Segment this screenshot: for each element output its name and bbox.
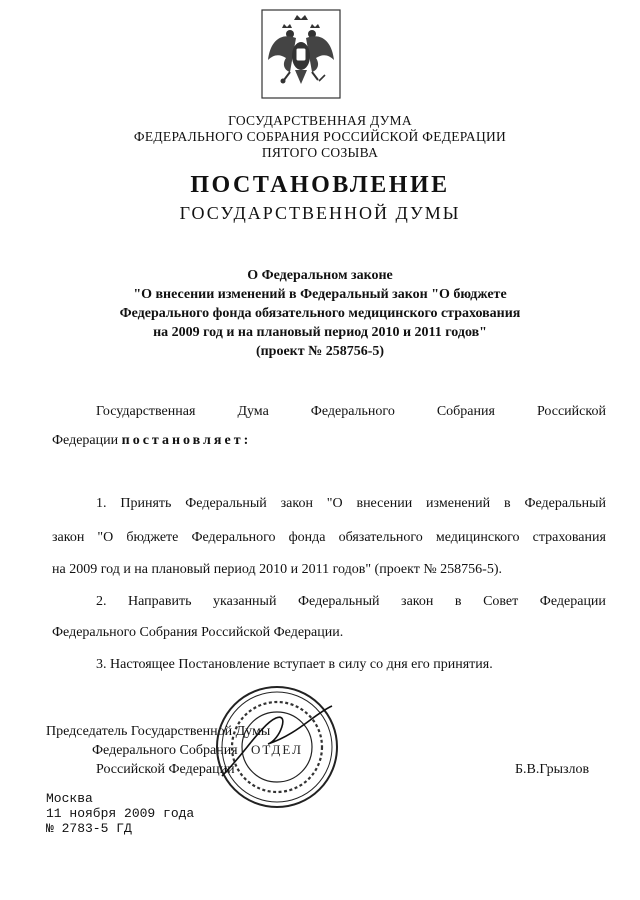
double-headed-eagle-icon — [260, 8, 342, 100]
word: в — [503, 496, 511, 511]
document-subtitle: ГОСУДАРСТВЕННОЙ ДУМЫ — [179, 203, 461, 223]
word: 2. — [96, 594, 107, 609]
word: медицинского — [435, 530, 520, 545]
word: Принять — [120, 496, 172, 511]
round-seal-icon — [214, 684, 340, 810]
subject-line1: О Федеральном законе — [247, 268, 393, 283]
intro-line1 — [96, 404, 606, 420]
resolves-word: постановляет: — [121, 433, 252, 448]
word: Федеральный — [297, 594, 380, 609]
org-name-line2: ФЕДЕРАЛЬНОГО СОБРАНИЯ РОССИЙСКОЙ ФЕДЕРАЦИИ — [133, 129, 507, 144]
word: Федерации — [539, 594, 606, 609]
word: страхования — [532, 530, 606, 545]
footer-date: 11 ноября 2009 года — [46, 806, 195, 821]
document-title: ПОСТАНОВЛЕНИЕ — [190, 172, 450, 198]
word: Федеральный — [524, 496, 606, 511]
word: изменений — [426, 496, 491, 511]
org-name-line1: ГОСУДАРСТВЕННАЯ ДУМА — [228, 113, 412, 128]
signatory-title-line1: Председатель Государственной Думы — [46, 724, 271, 739]
subject-line3: Федерального фонда обязательного медицинского страхования — [119, 306, 521, 321]
intro-line2 — [52, 433, 251, 449]
word: закон — [280, 496, 313, 511]
word: закон — [52, 530, 85, 545]
word: Собрания — [436, 404, 495, 419]
item1-line2 — [52, 530, 606, 546]
item1-line3: на 2009 год и на плановый период 2010 и 2011 годов" (проект № 258756-5). — [52, 562, 502, 577]
signatory-name: Б.В.Грызлов — [515, 762, 590, 777]
org-convocation: ПЯТОГО СОЗЫВА — [261, 145, 379, 160]
item2-line2: Федерального Собрания Российской Федерации. — [52, 625, 344, 640]
signatory-title-line2: Федерального Собрания — [92, 743, 238, 758]
word: Государственная — [96, 404, 196, 419]
word: 1. — [96, 496, 107, 511]
word: внесении — [356, 496, 413, 511]
word: Российской — [536, 404, 606, 419]
word: Дума — [237, 404, 269, 419]
word: "О — [97, 530, 114, 545]
footer-city: Москва — [46, 791, 93, 806]
item3: 3. Настоящее Постановление вступает в силу со дня его принятия. — [96, 657, 493, 672]
stamp-center-text: ОТДЕЛ — [251, 742, 303, 757]
footer-number: № 2783-5 ГД — [46, 821, 132, 836]
signatory-title-line3: Российской Федерации — [96, 762, 235, 777]
word: Совет — [483, 594, 519, 609]
word: "О — [326, 496, 343, 511]
intro-prefix: Федерации — [52, 433, 122, 448]
word: Федерального — [191, 530, 276, 545]
subject-line4: на 2009 год и на плановый период 2010 и 2011 годов" — [153, 325, 487, 340]
word: фонда — [288, 530, 326, 545]
item2-line1 — [96, 594, 606, 610]
word: в — [454, 594, 462, 609]
word: указанный — [213, 594, 277, 609]
item1-line1 — [96, 496, 606, 512]
word: закон — [401, 594, 434, 609]
subject-line5: (проект № 258756-5) — [255, 344, 385, 359]
subject-line2: "О внесении изменений в Федеральный закон "О бюджете — [133, 287, 507, 302]
word: Федерального — [310, 404, 395, 419]
word: обязательного — [338, 530, 423, 545]
word: Направить — [128, 594, 192, 609]
word: бюджете — [126, 530, 179, 545]
word: Федеральный — [185, 496, 267, 511]
